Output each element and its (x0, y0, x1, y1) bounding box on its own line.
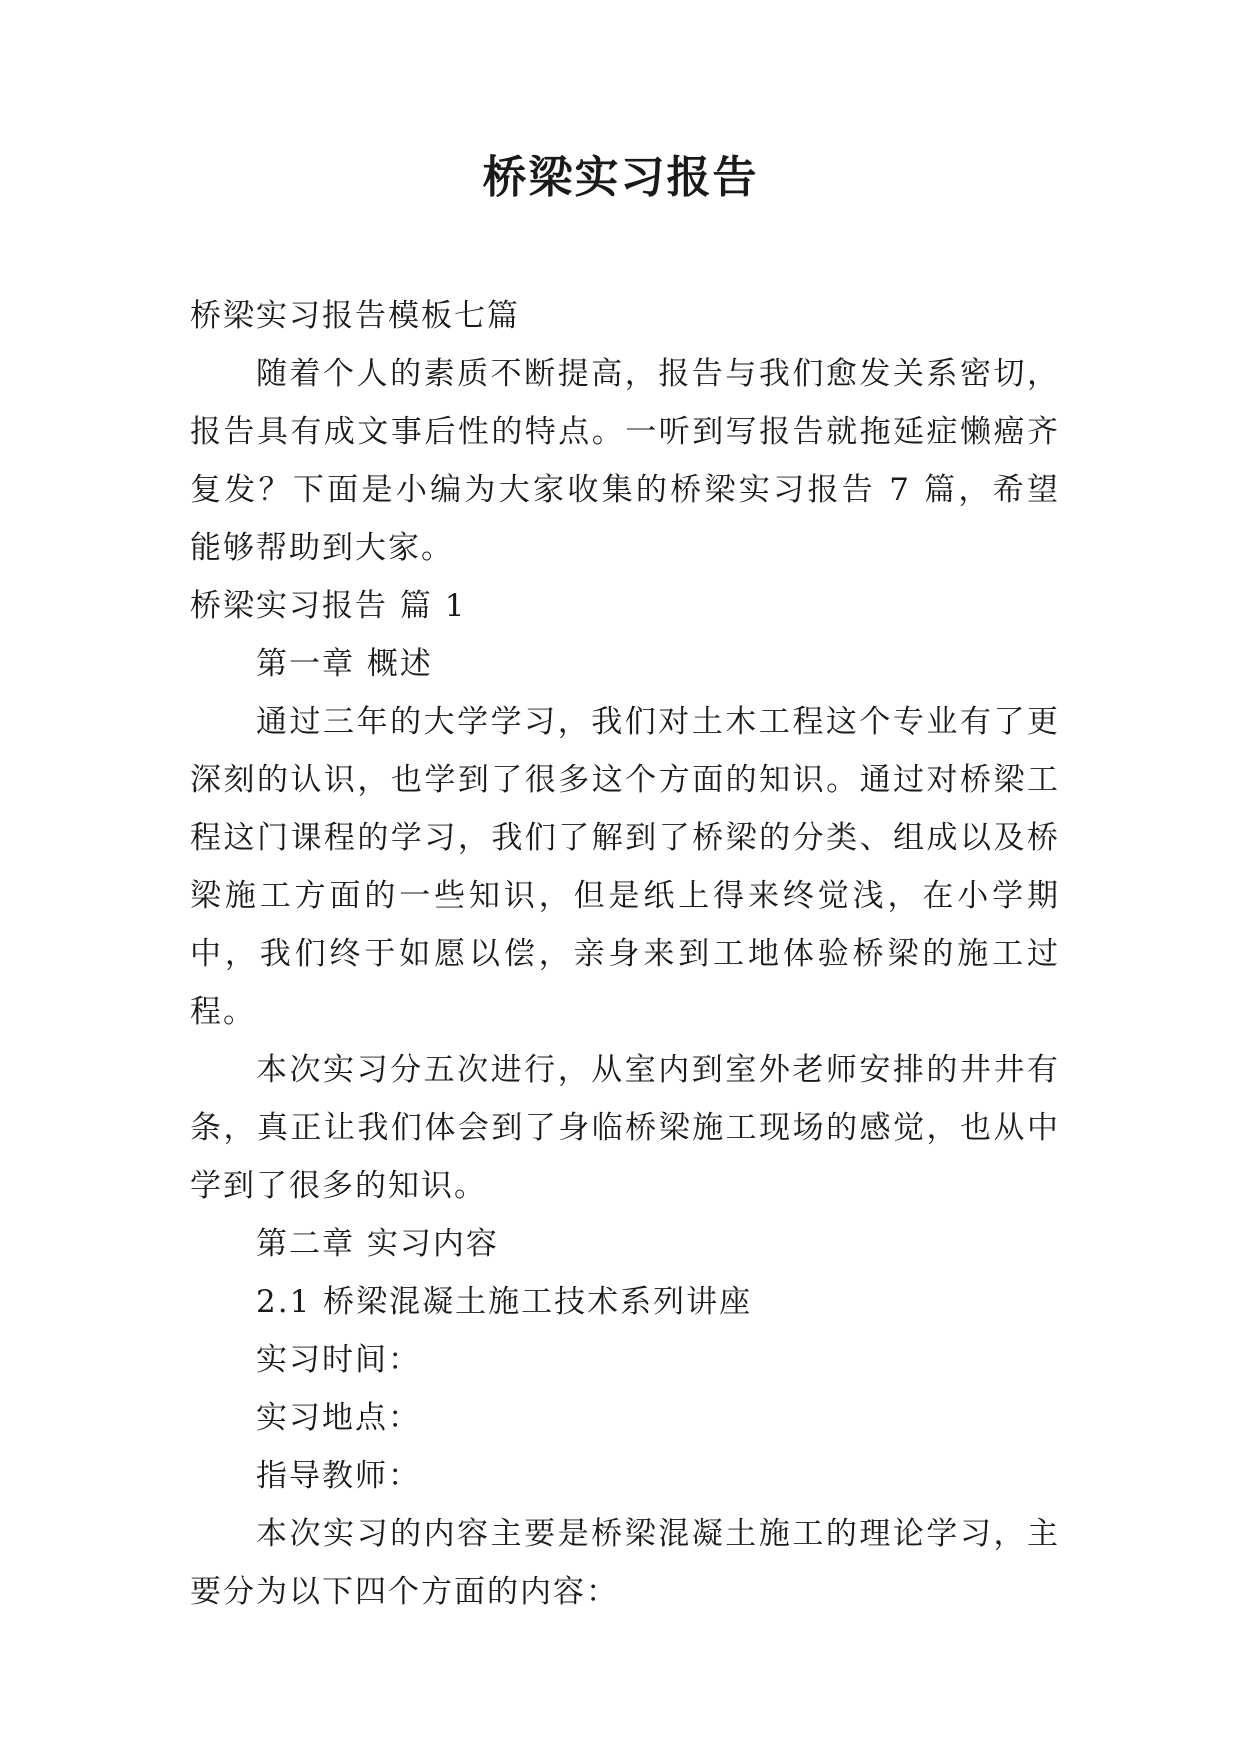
document-title: 桥梁实习报告 (482, 152, 759, 203)
paragraph-3: 本次实习的内容主要是桥梁混凝土施工的理论学习，主要分为以下四个方面的内容： (190, 1516, 1060, 1610)
intro-paragraph: 随着个人的素质不断提高，报告与我们愈发关系密切，报告具有成文事后性的特点。一听到写报告就拖延症懒癌齐复发？下面是小编为大家收集的桥梁实习报告 7 篇，希望能够帮助到大家。 (190, 356, 1060, 566)
section-heading: 桥梁实习报告 篇 1 (190, 588, 467, 624)
paragraph-1: 通过三年的大学学习，我们对土木工程这个专业有了更深刻的认识，也学到了很多这个方面的知识。通过对桥梁工程这门课程的学习，我们了解到了桥梁的分类、组成以及桥梁施工方面的一些知识，但是纸上得来终觉浅，在小学期中，我们终于如愿以偿，亲身来到工地体验桥梁的施工过程。 (190, 704, 1060, 1030)
internship-time-label: 实习时间： (256, 1342, 421, 1378)
chapter-2-heading: 第二章 实习内容 (256, 1226, 499, 1262)
instructor-label: 指导教师： (256, 1458, 421, 1494)
document-subtitle: 桥梁实习报告模板七篇 (190, 298, 520, 334)
internship-place-label: 实习地点： (256, 1400, 421, 1436)
document-body (190, 287, 1060, 1621)
chapter-1-heading: 第一章 概述 (256, 646, 433, 682)
subsection-2-1-heading: 2.1 桥梁混凝土施工技术系列讲座 (256, 1284, 753, 1320)
paragraph-2: 本次实习分五次进行，从室内到室外老师安排的井井有条，真正让我们体会到了身临桥梁施工现场的感觉，也从中学到了很多的知识。 (190, 1052, 1060, 1204)
